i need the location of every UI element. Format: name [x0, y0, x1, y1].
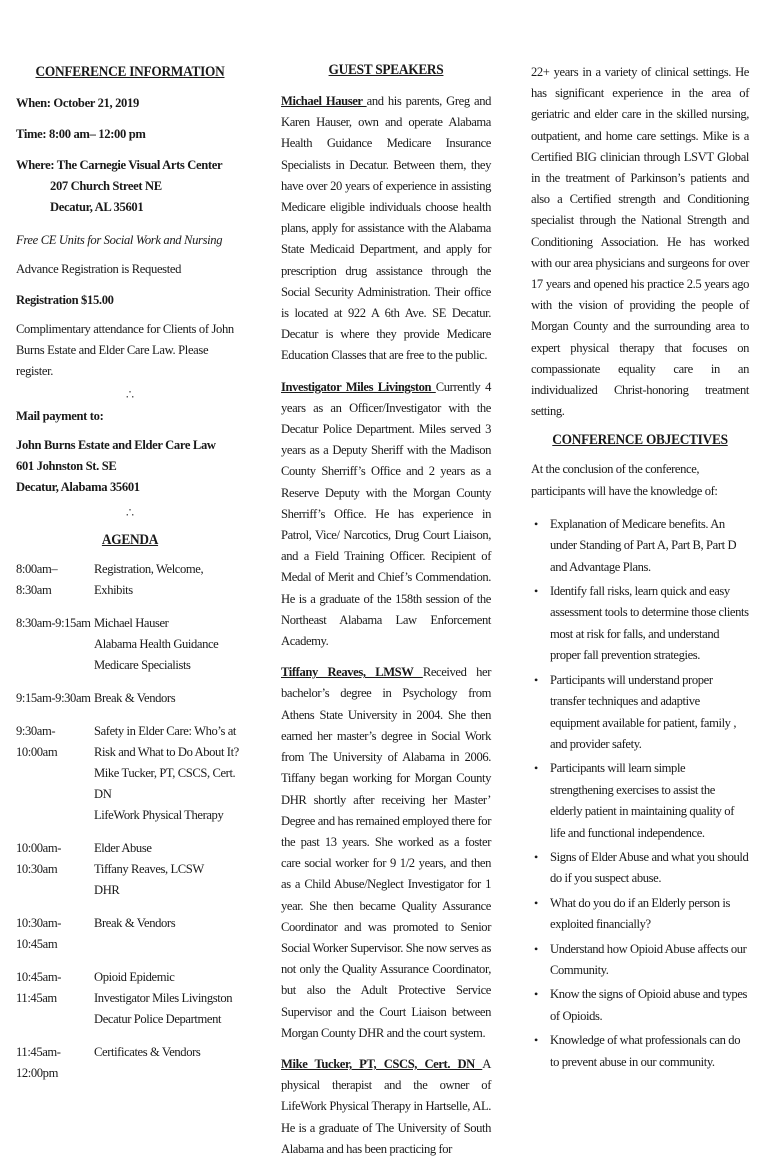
event-address-city: Decatur, AL 35601 — [50, 200, 144, 214]
agenda-time: 8:30am-9:15am — [16, 616, 91, 630]
agenda-description: Safety in Elder Care: Who’s at Risk and What to Do About It? Mike Tucker, PT, CSCS, Cert. DN LifeWork Physical Therapy — [94, 724, 239, 822]
complimentary-note: Complimentary attendance for Clients of John Burns Estate and Elder Care Law. Please register. — [16, 322, 234, 378]
objectives-heading: CONFERENCE OBJECTIVES — [552, 432, 728, 449]
event-address-street: 207 Church Street NE — [50, 179, 162, 193]
advance-registration-note: Advance Registration is Requested — [16, 262, 182, 276]
event-date: When: October 21, 2019 — [16, 96, 139, 110]
speaker-bio — [281, 662, 491, 1044]
objective-item: • Identify fall risks, learn quick and easy assessment tools to determine those clients most at risk for falls, and understand proper fall prevention strategies. — [531, 581, 749, 667]
event-location: Where: The Carnegie Visual Arts Center — [16, 158, 223, 172]
agenda-description: Michael Hauser Alabama Health Guidance Medicare Specialists — [94, 616, 219, 672]
speaker-bio-continued: 22+ years in a variety of clinical settings. He has significant experience in the area of geriatric and elder care in the skilled nursing, outpatient, and home care settings. Mike is a Certified BIG clinician through LSVT Global in the treatment of Parkinson’s patients and also a Certified strength and Conditioning specialist through the National Strength and Conditioning Association. He has worked with our area physicians and surgeons for over 17 years and opened his practice 2.5 years ago with the vision of providing the people of Morgan County and the surrounding area to expert physical therapy that focuses on compassionate equality care in an individualized Christ-honoring treatment setting. — [531, 65, 749, 419]
objective-item: • Understand how Opioid Abuse affects our Community. — [531, 939, 749, 982]
mail-payment-label: Mail payment to: — [16, 409, 104, 423]
agenda-item — [16, 913, 244, 955]
mail-address-line3: Decatur, Alabama 35601 — [16, 480, 140, 494]
objective-item: • Participants will learn simple strengthening exercises to assist the elderly patient in maintaining quality of life and functional independence. — [531, 758, 749, 844]
registration-fee: Registration $15.00 — [16, 293, 114, 307]
objectives-list — [531, 514, 749, 1073]
speaker-bio-text: Currently 4 years as an Officer/Investigator with the Decatur Police Department. Miles served 3 years as a Deputy Sheriff with the Madison County Sherriff’s Office and 2 years as a Reserve Deputy with the Morgan County Sherriff’s Office. He has experience in Patrol, Vice/ Narcotics, Drug Court Liaison, and a Field Training Officer. Recipient of Medal of Merit and Chief’s Commendation. He is a graduate of the 158th session of the Northeast Alabama Law Enforcement Academy. — [281, 379, 492, 649]
agenda-time: 9:30am-10:00am — [16, 724, 58, 759]
objective-item: • Know the signs of Opioid abuse and types of Opioids. — [531, 984, 749, 1027]
ornament-divider: ∴ — [125, 505, 135, 520]
objectives-column — [531, 58, 749, 1076]
speaker-bios — [281, 91, 491, 1160]
agenda-description: Break & Vendors — [94, 916, 176, 930]
speaker-bio — [281, 377, 491, 653]
speaker-name: Investigator Miles Livingston — [281, 379, 436, 394]
speaker-bio-text: Received her bachelor’s degree in Psychology from Athens State University in 2004. She then earned her master’s degree in Social Work from The University of Alabama in 2006. Tiffany began working for Morgan County DHR shortly after receiving her Master’ Degree and has remained employed there for the past 13 years. She worked as a foster care social worker for 9 1/2 years, and then as a Child Abuse/Neglect Investigator for 1 year. She then became Quality Assurance Coordinator and was promoted to Senior Social Worker Supervisor. She now serves as not only the Quality Assurance Coordinator, but also the Adult Protective Service Supervisor and the Court Liaison between Morgan County DHR and the court system. — [281, 665, 491, 1040]
objective-item: • Knowledge of what professionals can do to prevent abuse in our community. — [531, 1030, 749, 1073]
guest-speakers-column — [281, 58, 491, 1170]
mail-address-line1: John Burns Estate and Elder Care Law — [16, 438, 216, 452]
ornament-divider: ∴ — [125, 387, 135, 402]
objective-item: • What do you do if an Elderly person is exploited financially? — [531, 893, 749, 936]
agenda-item — [16, 559, 244, 601]
agenda-time: 8:00am– 8:30am — [16, 562, 58, 597]
agenda-time: 10:00am-10:30am — [16, 841, 62, 876]
agenda-item — [16, 967, 244, 1030]
mail-address-line2: 601 Johnston St. SE — [16, 459, 117, 473]
speaker-bio-text: A physical therapist and the owner of LifeWork Physical Therapy in Hartselle, AL. He is a graduate of The University of South Alabama and has been practicing for — [281, 1056, 491, 1156]
objective-item: • Explanation of Medicare benefits. An under Standing of Part A, Part B, Part D and Advantage Plans. — [531, 514, 749, 578]
agenda-time: 10:30am-10:45am — [16, 916, 62, 951]
objectives-intro: At the conclusion of the conference, participants will have the knowledge of: — [531, 462, 718, 498]
speaker-name: Mike Tucker, PT, CSCS, Cert. DN — [281, 1056, 483, 1071]
agenda-item — [16, 1042, 244, 1084]
agenda-item — [16, 688, 244, 709]
agenda-description: Opioid Epidemic Investigator Miles Livingston Decatur Police Department — [94, 970, 233, 1026]
agenda-item — [16, 838, 244, 901]
agenda-description: Certificates & Vendors — [94, 1045, 201, 1059]
speaker-bio — [281, 1054, 491, 1160]
objective-item: • Participants will understand proper transfer techniques and adaptive equipment available for patient, family , and provider safety. — [531, 670, 749, 756]
ce-units-note: Free CE Units for Social Work and Nursing — [16, 233, 223, 247]
conference-info-heading: CONFERENCE INFORMATION — [35, 64, 225, 80]
speaker-bio-text: and his parents, Greg and Karen Hauser, own and operate Alabama Health Guidance Medicare Insurance Specialists in Decatur. Between them, they have over 20 years of experience in assisting Medicare eligible individuals choose health plans, apply for assistance with the Alabama State Medicaid Department, and apply for prescription drug assistance through the Social Security Administration. Their office is located at 922 A 6th Ave. SE Decatur. Decatur is where they provide Medicare Education Classes that are free to the public. — [281, 94, 491, 363]
agenda-description: Registration, Welcome, Exhibits — [94, 562, 204, 597]
agenda-time: 9:15am-9:30am — [16, 691, 91, 705]
agenda-list — [16, 559, 244, 1084]
agenda-time: 11:45am-12:00pm — [16, 1045, 61, 1080]
guest-speakers-heading: GUEST SPEAKERS — [328, 62, 444, 78]
speaker-name: Michael Hauser — [281, 94, 367, 108]
agenda-heading: AGENDA — [101, 532, 159, 548]
agenda-item — [16, 613, 244, 676]
objective-item: • Signs of Elder Abuse and what you should do if you suspect abuse. — [531, 847, 749, 890]
agenda-description: Break & Vendors — [94, 691, 176, 705]
speaker-bio — [281, 91, 491, 367]
event-time: Time: 8:00 am– 12:00 pm — [16, 127, 146, 141]
agenda-time: 10:45am-11:45am — [16, 970, 62, 1005]
conference-info-column — [16, 58, 244, 1096]
agenda-item — [16, 721, 244, 826]
agenda-description: Elder Abuse Tiffany Reaves, LCSW DHR — [94, 841, 204, 897]
speaker-name: Tiffany Reaves, LMSW — [281, 665, 423, 680]
